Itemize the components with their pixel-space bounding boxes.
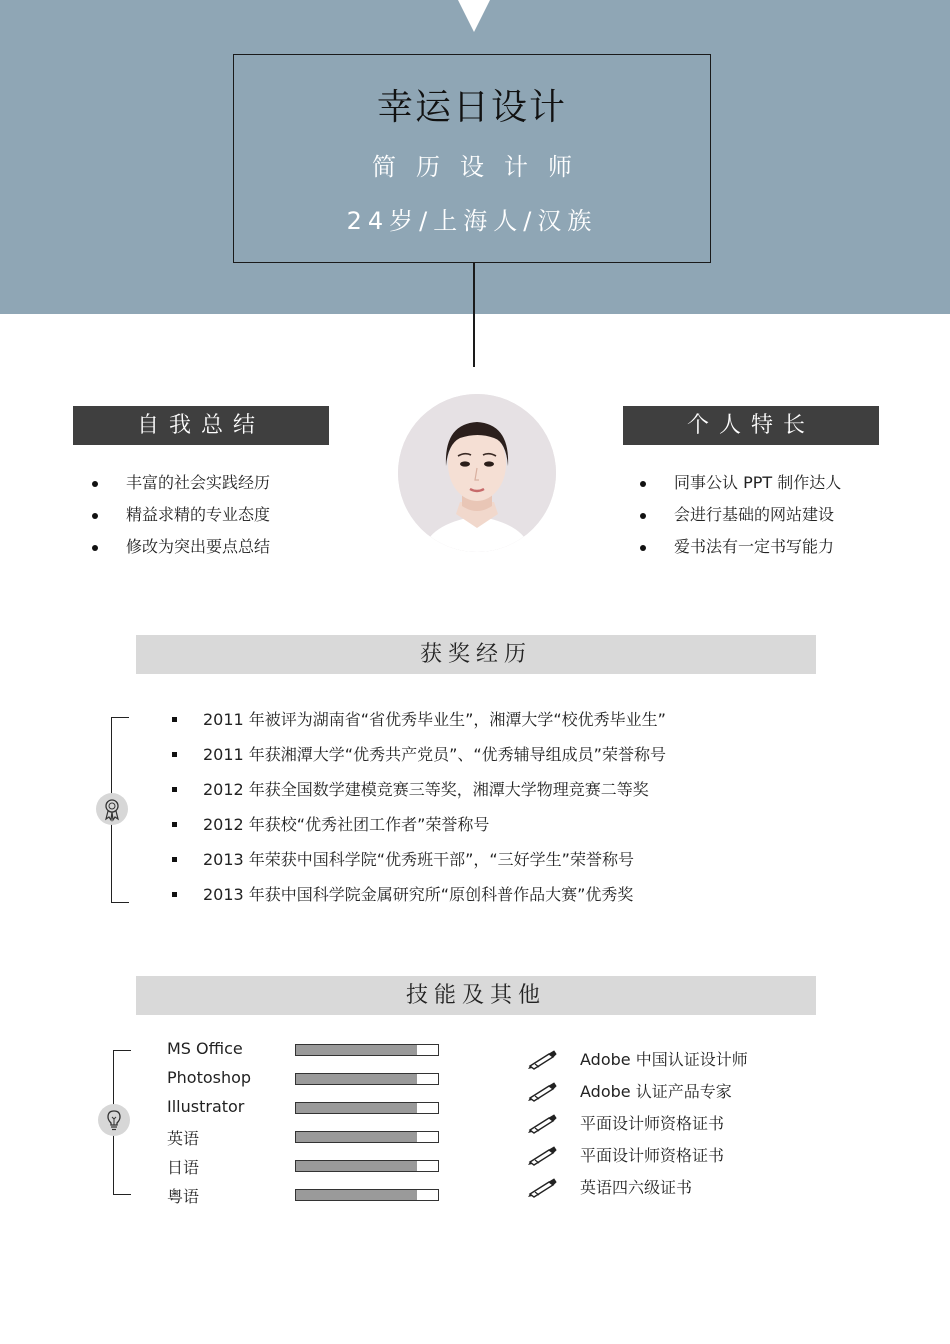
pen-icon <box>527 1048 557 1070</box>
list-item: 2013 年荣获中国科学院“优秀班干部”，“三好学生”荣誉称号 <box>172 842 666 877</box>
strengths-title: 个人特长 <box>686 413 815 438</box>
strengths-header <box>623 406 879 445</box>
skill-bar <box>295 1160 439 1172</box>
skill-label: 日语 <box>167 1158 200 1177</box>
summary-list <box>92 467 270 563</box>
skill-bar <box>295 1044 439 1056</box>
skill-label: 英语 <box>167 1129 200 1148</box>
skill-bar <box>295 1131 439 1143</box>
resume-role: 简历设计师 <box>372 153 592 181</box>
list-item: 同事公认 PPT 制作达人 <box>640 467 841 499</box>
list-item: 会进行基础的网站建设 <box>640 499 841 531</box>
pen-icon <box>527 1144 557 1166</box>
list-item: 丰富的社会实践经历 <box>92 467 270 499</box>
skill-bar <box>295 1189 439 1201</box>
skills-header <box>136 976 816 1015</box>
list-item: 精益求精的专业态度 <box>92 499 270 531</box>
skills-title: 技能及其他 <box>405 983 546 1008</box>
skill-bar-fill <box>296 1190 417 1200</box>
awards-header <box>136 635 816 674</box>
list-item: 2012 年获校“优秀社团工作者”荣誉称号 <box>172 807 666 842</box>
pen-icon <box>527 1176 557 1198</box>
certificate-label: Adobe 中国认证设计师 <box>580 1050 748 1069</box>
title-box <box>233 54 711 263</box>
list-item: 2012 年获全国数学建模竞赛三等奖，湘潭大学物理竞赛二等奖 <box>172 772 666 807</box>
personal-info: 24岁/上海人/汉族 <box>346 207 598 235</box>
certificate-label: 平面设计师资格证书 <box>580 1114 725 1133</box>
strengths-list <box>640 467 841 563</box>
skill-label: MS Office <box>167 1039 243 1058</box>
certificate-label: 平面设计师资格证书 <box>580 1146 725 1165</box>
skill-label: Photoshop <box>167 1068 252 1087</box>
skill-bar-fill <box>296 1074 417 1084</box>
skill-bar-fill <box>296 1132 417 1142</box>
certificate-label: Adobe 认证产品专家 <box>580 1082 732 1101</box>
skill-bar <box>295 1102 439 1114</box>
awards-title: 获奖经历 <box>419 642 532 667</box>
resume-name: 幸运日设计 <box>376 87 567 128</box>
certificate-label: 英语四六级证书 <box>580 1178 693 1197</box>
list-item: 爱书法有一定书写能力 <box>640 531 841 563</box>
summary-title: 自我总结 <box>136 413 265 438</box>
list-item: 修改为突出要点总结 <box>92 531 270 563</box>
pen-icon <box>527 1112 557 1134</box>
list-item: 2011 年获湘潭大学“优秀共产党员”、“优秀辅导组成员”荣誉称号 <box>172 737 666 772</box>
connector-line <box>473 263 475 367</box>
pen-icon <box>527 1080 557 1102</box>
top-notch <box>458 0 490 32</box>
list-item: 2011 年被评为湖南省“省优秀毕业生”，湘潭大学“校优秀毕业生” <box>172 702 666 737</box>
awards-list <box>172 702 666 912</box>
skill-bar <box>295 1073 439 1085</box>
summary-header <box>73 406 329 445</box>
skill-label: 粤语 <box>167 1187 200 1206</box>
skill-bar-fill <box>296 1045 417 1055</box>
skill-bar-fill <box>296 1161 417 1171</box>
medal-icon <box>96 793 128 825</box>
list-item: 2013 年获中国科学院金属研究所“原创科普作品大赛”优秀奖 <box>172 877 666 912</box>
skill-label: Illustrator <box>167 1097 245 1116</box>
skill-bar-fill <box>296 1103 417 1113</box>
profile-photo <box>398 394 556 552</box>
portrait-image <box>398 394 556 552</box>
lightbulb-icon <box>98 1104 130 1136</box>
